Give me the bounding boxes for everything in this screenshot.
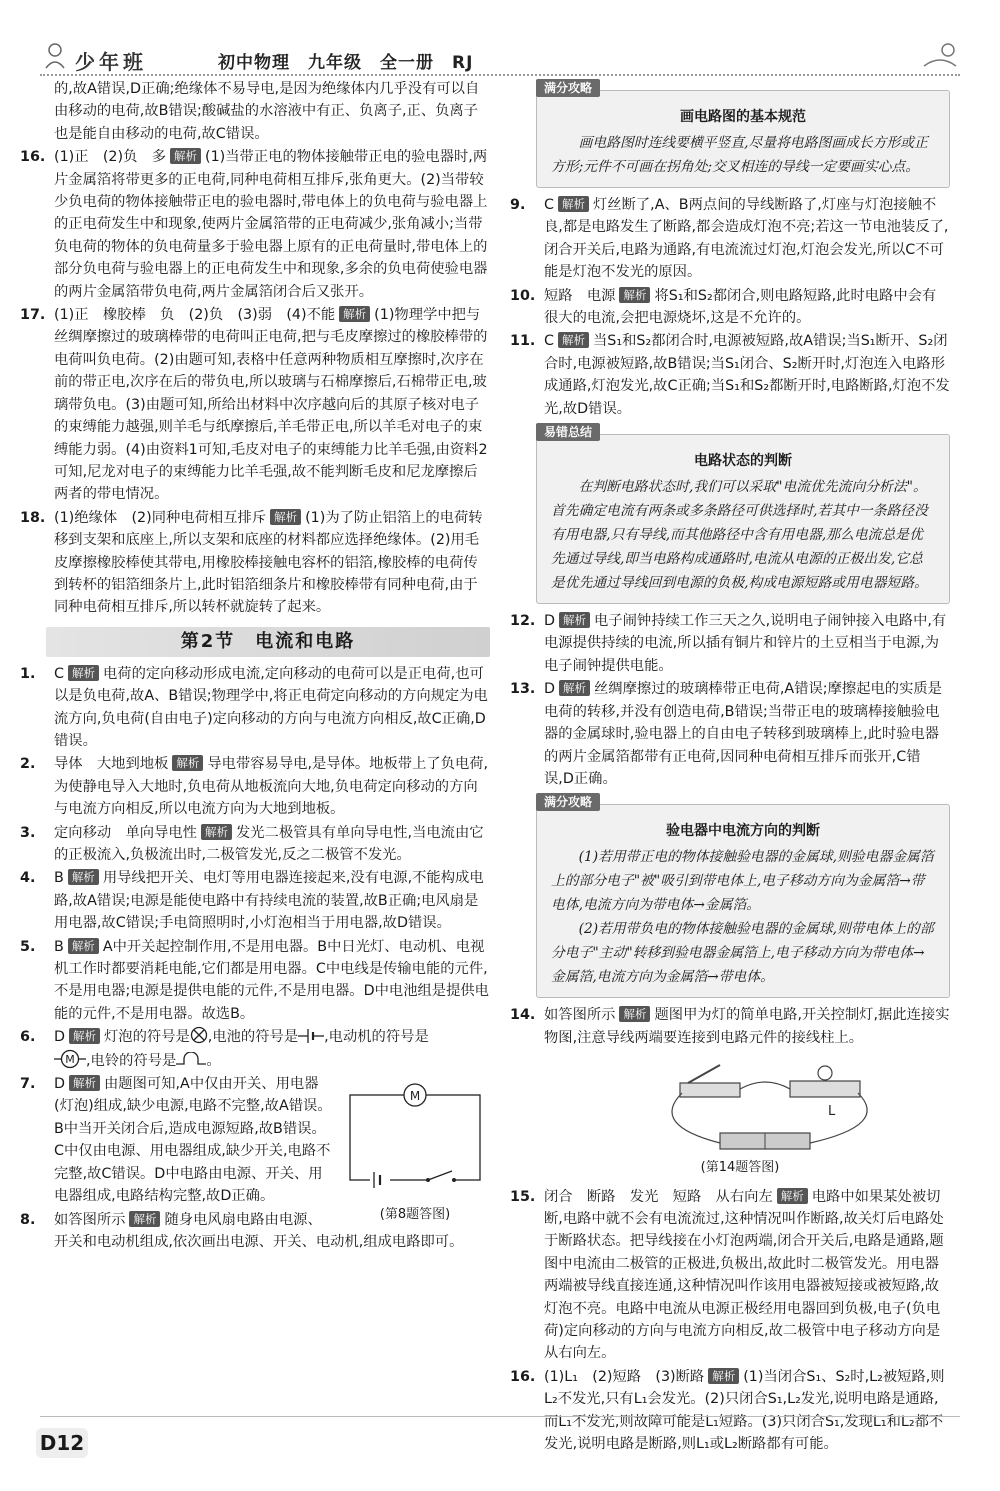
lamp-symbol-icon [190,1026,208,1044]
item-number: 8. [20,1211,36,1228]
analysis-tag: 解析 [170,148,201,164]
box-tag: 满分攻略 [536,79,600,97]
item-analysis: 电子闹钟持续工作三天之久,说明电子闹钟接入电路中,有电源提供持续的电流,所以插有铜片和锌片的土豆相当于电源,为电子闹钟提供电能。 [544,613,947,674]
answer-s6: 6. D 解析 灯泡的符号是 ,电池的符号是 ,电动机的符号是 M ,电铃的符号是 。 [20,1026,490,1072]
doodle-icon [920,40,960,70]
answer-16 [20,146,490,303]
item-analysis: 题图甲为灯的简单电路,开关控制灯,据此连接实物图,注意导线两端要连接到电路元件的接线柱上。 [544,1007,950,1046]
tips-box-electroscope [536,795,950,998]
figure-14 [570,1055,910,1179]
item-analysis: 随身电风扇电路由电源、开关和电动机组成,依次画出电源、开关、电动机,组成电路即可。 [54,1211,464,1250]
answer-s1 [20,663,490,753]
item-analysis: (1)物理学中把与丝绸摩擦过的玻璃棒带的电荷叫正电荷,把与毛皮摩擦过的橡胶棒带的电荷叫负电荷。(2)由题可知,表格中任意两种物质相互摩擦时,次序在前的带正电,次序在后的带负电,所以玻璃与石棉摩擦后,石棉带正电,玻璃带负电。(3)由题可知,所给出材料中次序越向后的其原子核对电子的束缚能力越强,则羊毛与纸摩擦后,羊毛带正电,所以羊毛对电子的束缚能力弱。(4)由资料1可知,毛皮对电子的束缚能力比羊毛强,由资料2可知,尼龙对电子的束缚能力比羊毛强,故不能判断毛皮和尼龙摩擦后两者的带电情况。 [54,307,488,503]
header-divider [40,74,960,76]
item-answer: D [54,1076,66,1093]
answer-r15 [510,1186,950,1365]
item-answer: D [54,1029,66,1046]
page-header [40,40,960,80]
item-number: 10. [510,287,536,304]
answer-r11 [510,330,950,420]
analysis-tag: 解析 [68,869,99,885]
right-column [510,78,950,1456]
item-answer: D [544,613,556,630]
left-column [20,78,490,1254]
item-analysis: 电荷的定向移动形成电流,定向移动的电荷可以是正电荷,也可以是负电荷,故A、B错误;物理学中,将正电荷定向移动的方向规定为电流方向,负电荷(自由电子)定向移动的方向与电流方向相反,故C正确,D错误。 [54,665,488,749]
analysis-tag: 解析 [708,1368,739,1384]
item-answer: 如答图所示 [54,1211,126,1228]
item-analysis: 当S₁和S₂都闭合时,电源被短路,故A错误;当S₁断开、S₂闭合时,电源被短路,故B错误;当S₁闭合、S₂断开时,灯泡连入电路形成通路,灯泡发光,故C正确;当S₁和S₂都断开时,电路断路,灯泡不发光,故D错误。 [544,333,950,417]
analysis-tag: 解析 [619,287,650,303]
analysis-tag: 解析 [619,1006,650,1022]
analysis-tag: 解析 [129,1211,160,1227]
item-number: 3. [20,824,36,841]
item-analysis: 用导线把开关、电灯等用电器连接起来,没有电源,不能构成电路,故A错误;电源是能使电路中有持续电流的装置,故B正确;电风扇是用电器,故C错误;手电筒照明时,小灯泡相当于用电器,故D错误。 [54,870,484,932]
answer-r10 [510,285,950,330]
answer-s3 [20,822,490,867]
lamp-label: L [828,1104,836,1120]
box-title: 画电路图的基本规范 [680,109,806,125]
box-tag: 满分攻略 [536,793,600,811]
footer-divider [40,1416,960,1417]
item-answer: (1)正 (2)负 多 [54,149,166,166]
figure-8-diagram [340,1075,490,1227]
item-number: 12. [510,613,536,630]
item-analysis: (1)当闭合S₁、S₂时,L₂被短路,则L₂不发光,只有L₁会发光。(2)只闭合S₁,L₂发光,说明电路是通路,而L₁不发光,则故障可能是L₁短路。(3)只闭合S₁,发现L₁和L₂都不发光,说明电路是断路,则L₁或L₂断路都有可能。 [544,1368,945,1452]
tips-box-circuit-state [536,425,950,604]
item-number: 16. [510,1368,536,1385]
box-body-1: (1)若用带正电的物体接触验电器的金属球,则验电器金属箔上的部分电子"被"吸引到带电体上,电子移动方向为金属箔→带电体,电流方向为带电体→金属箔。 [551,849,934,914]
answer-s5 [20,936,490,1026]
item-number: 17. [20,307,46,324]
analysis-tag: 解析 [201,824,232,840]
box-body: 画电路图时连线要横平竖直,尽量将电路图画成长方形或正方形;元件不可画在拐角处;交叉相连的导线一定要画实心点。 [551,135,928,175]
item-analysis: (1)当带正电的物体接触带正电的验电器时,两片金属箔将带更多的正电荷,同种电荷相互排斥,张角更大。(2)当带较少负电荷的物体接触带正电的验电器时,带电体上的负电荷与验电器上的正电荷发生中和现象,使两片金属箔带的正电荷减少,张角减小;当带负电荷的物体的负电荷量多于验电器上原有的正电荷量时,带电体上的部分负电荷与验电器上的正电荷发生中和现象,多余的负电荷使验电器的两片金属箔带负电荷,两片金属箔闭合后又张开。 [54,149,488,300]
fan-circuit-diagram [340,1075,490,1195]
item-number: 16. [20,149,46,166]
box-body-2: (2)若用带负电的物体接触验电器的金属球,则带电体上的部分电子"主动"转移到验电器金属箔上,电子移动方向为带电体→金属箔,电流方向为金属箔→带电体。 [551,921,934,986]
item-answer: 导体 大地到地板 [54,756,169,773]
item-number: 11. [510,333,536,350]
item-number: 5. [20,938,36,955]
item-answer: 定向移动 单向导电性 [54,824,197,841]
answer-r12 [510,610,950,677]
item-answer: B [54,938,64,955]
item-number: 15. [510,1188,536,1205]
analysis-tag: 解析 [68,665,99,681]
section-title: 第2节 电流和电路 [46,627,490,657]
item-number: 1. [20,665,36,682]
item-answer: C [544,197,554,213]
analysis-tag: 解析 [68,938,99,954]
item-analysis: 导电带容易导电,是导体。地板带上了负电荷,为使静电导入大地时,负电荷从地板流向大地,负电荷定向移动的方向与电流方向相反,所以电流方向为大地到地板。 [54,756,489,818]
intro-continuation: 的,故A错误,D正确;绝缘体不易导电,是因为绝缘体内几乎没有可以自由移动的电荷,故B错误;酸碱盐的水溶液中有正、负离子,正、负离子也是能自由移动的电荷,故C错误。 [54,81,480,142]
analysis-tag: 解析 [558,332,589,348]
answer-17 [20,304,490,506]
item-number: 2. [20,756,36,773]
motor-symbol-icon [54,1049,86,1069]
page-footer [0,1412,1000,1472]
figure-caption: (第8题答图) [379,1207,451,1223]
analysis-tag: 解析 [270,509,301,525]
box-body: 在判断电路状态时,我们可以采取"电流优先流向分析法"。首先确定电流有两条或多条路径可供选择时,若其中一条路径没有用电器,只有导线,而其他路径中含有用电器,那么电流总是优先通过导线,即当电路构成通路时,电流从电源的正极出发,它总是优先通过导线回到电源的负极,构成电源短路或用电器短路。 [551,479,928,592]
answer-r13 [510,678,950,790]
analysis-tag: 解析 [558,196,589,212]
analysis-tag: 解析 [339,306,370,322]
answer-s4 [20,867,490,934]
tips-box-circuit-drawing [536,81,950,188]
item-answer: 短路 电源 [544,287,616,304]
item-answer: C [544,333,554,350]
analysis-tag: 解析 [559,612,590,628]
header-title: 初中物理 九年级 全一册 RJ [218,53,474,73]
answer-r9 [510,194,950,284]
item-number: 7. [20,1076,36,1093]
item-answer: B [54,870,64,887]
circuit-photo-diagram [570,1055,910,1155]
item-analysis: 由题图可知,A中仅由开关、用电器(灯泡)组成,缺少电源,电路不完整,故A错误。B中当开关闭合后,造成电源短路,故B错误。C中仅由电源、用电器组成,缺少开关,电路不完整,故C错误。D中电路由电源、开关、用电器组成,电路结构完整,故D正确。 [54,1076,332,1205]
box-title: 验电器中电流方向的判断 [666,823,820,840]
item-analysis: 灯丝断了,A、B两点间的导线断路了,灯座与灯泡接触不良,都是电路发生了断路,都会造成灯泡不亮;若这一节电池装反了,闭合开关后,电路为通路,有电流流过灯泡,灯泡会发光,所以C不可能是灯泡不发光的原因。 [544,197,949,281]
box-title: 电路状态的判断 [694,453,792,470]
item-number: 13. [510,681,536,698]
item-answer: C [54,665,64,682]
answer-r14 [510,1004,950,1049]
item-analysis: A中开关起控制作用,不是用电器。B中日光灯、电动机、电视机工作时都要消耗电能,它们都是用电器。C中电线是传输电能的元件,不是用电器;电源是提供电能的元件,不是用电器。D中电池组是提供电能的元件,不是用电器。故选B。 [54,938,489,1022]
item-answer: (1)绝缘体 (2)同种电荷相互排斥 [54,509,267,526]
item-analysis: 发光二极管具有单向导电性,当电流由它的正极流入,负极流出时,二极管发光,反之二极管不发光。 [54,824,484,863]
answer-18 [20,507,490,619]
item-answer: D [544,681,556,698]
analysis-tag: 解析 [559,680,590,696]
bell-symbol-icon [176,1052,206,1068]
figure-caption: (第14题答图) [700,1160,780,1176]
motor-label: M [409,1089,421,1104]
brand-name: 少年班 [75,50,147,74]
item-analysis: 电路中如果某处被切断,电路中就不会有电流流过,这种情况叫作断路,故关灯后电路处于断路状态。把导线接在小灯泡两端,闭合开关后,电路是通路,题图中电流由二极管的正极进,负极出,故此时二极管发光。用电器两端被导线直接连通,这种情况叫作该用电器被短接或被短路,故灯泡不亮。电路中电流从电源正极经用电器回到负极,电子(负电荷)定向移动的方向与电流方向相反,故二极管中电子移动方向是从右向左。 [544,1188,944,1362]
item-number: 6. [20,1029,36,1046]
item-number: 9. [510,197,526,213]
battery-symbol-icon [298,1028,324,1044]
answer-s8 [20,1209,490,1254]
student-logo-icon [40,40,70,70]
item-answer: (1)L₁ (2)短路 (3)断路 [544,1368,705,1385]
item-number: 14. [510,1007,536,1024]
item-answer: (1)正 橡胶棒 负 (2)负 (3)弱 (4)不能 [54,307,336,324]
page-number: D12 [36,1428,88,1458]
item-answer: 闭合 断路 发光 短路 从右向左 [544,1188,773,1205]
item-number: 4. [20,870,36,887]
answer-s2 [20,753,490,820]
analysis-tag: 解析 [172,755,203,771]
analysis-tag: 解析 [777,1188,808,1204]
box-tag: 易错总结 [536,423,600,441]
item-answer: 如答图所示 [544,1007,616,1024]
item-number: 18. [20,509,46,526]
analysis-tag: 解析 [69,1075,100,1091]
item-analysis: (1)为了防止铝箔上的电荷转移到支架和底座上,所以支架和底座的材料都应选择绝缘体。(2)用毛皮摩擦橡胶棒使其带电,用橡胶棒接触电容杯的铝箔,橡胶棒的电荷传到转杯的铝箔细条片上,此时铝箔细条片和橡胶棒带有同种电荷,由于同种电荷相互排斥,所以转杯就旋转了起来。 [54,509,483,616]
item-analysis: 丝绸摩擦过的玻璃棒带正电荷,A错误;摩擦起电的实质是电荷的转移,并没有创造电荷,B错误;当带正电的玻璃棒接触验电器的金属球时,验电器上的自由电子转移到玻璃棒上,此时验电器的两片金属箔都带有正电荷,因同种电荷相互排斥而张开,C错误,D正确。 [544,681,942,787]
svg-text:M: M [65,1052,75,1066]
item-analysis: 将S₁和S₂都闭合,则电路短路,此时电路中会有很大的电流,会把电源烧坏,这是不允许的。 [544,287,937,327]
analysis-tag: 解析 [69,1028,100,1044]
